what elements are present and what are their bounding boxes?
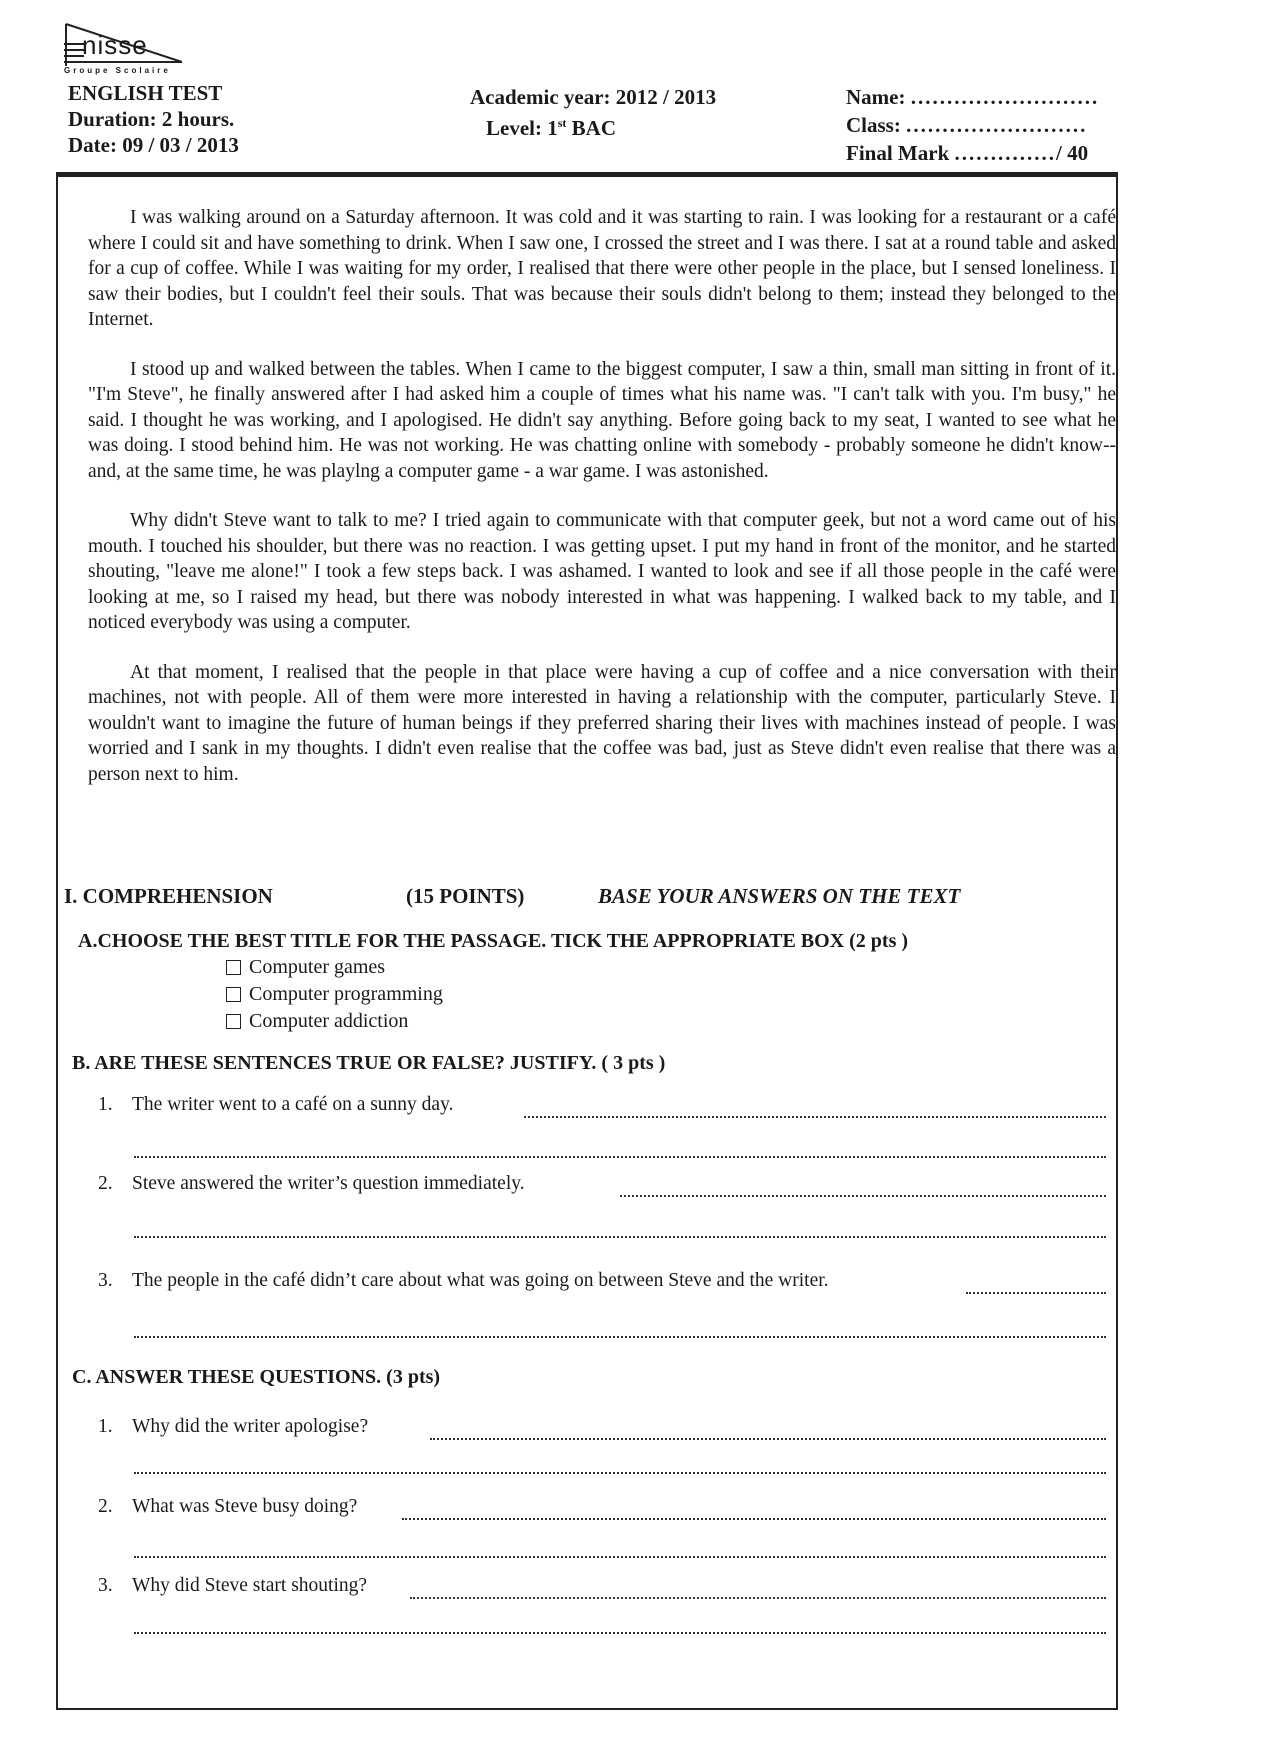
checkbox-icon[interactable] — [226, 960, 241, 975]
answer-line[interactable] — [134, 1556, 1106, 1558]
class-line: Class: ......................... — [846, 113, 1088, 137]
section-title: I. COMPREHENSION — [64, 884, 273, 908]
school-logo — [62, 16, 212, 78]
name-label: Name: — [846, 85, 911, 109]
checkbox-icon[interactable] — [226, 987, 241, 1002]
logo-text: nisse — [82, 30, 148, 60]
reading-passage — [88, 205, 1116, 811]
answer-line[interactable] — [430, 1438, 1106, 1440]
part-b-item-2: 2. Steve answered the writer’s question immediately. — [98, 1173, 525, 1194]
academic-info — [470, 84, 716, 141]
passage-paragraph-4: At that moment, I realised that the people in that place were having a cup of coffee and a nice conversation with their machines, not with people. All of them were more interested in having a relationship with the computer, particularly Steve. I wouldn't want to imagine the future of human beings if they preferred sharing their lives with machines instead of people. I was worried and I sank in my thoughts. I didn't even realise that the coffee was bad, just as Steve didn't even realise that there was a person next to him. — [88, 661, 1116, 785]
part-b-item-3: 3. The people in the café didn’t care about what was going on between Steve and the writer. — [98, 1270, 829, 1291]
option-computer-games[interactable]: Computer games — [226, 954, 443, 981]
part-a-title: A.CHOOSE THE BEST TITLE FOR THE PASSAGE. TICK THE APPROPRIATE BOX (2 pts ) — [78, 930, 909, 952]
section-points: (15 POINTS) — [406, 884, 525, 908]
passage-paragraph-2: I stood up and walked between the tables. When I came to the biggest computer, I saw a thin, small man sitting in front of it. "I'm Steve", he finally answered after I had asked him a couple of times what his name was. "I can't talk with you. I'm busy," he said. I thought he was working, and I apologised. He didn't say anything. Before going back to my seat, I wanted to see what he was doing. I stood behind him. He was not working. He was chatting online with somebody - probably someone he didn't know--and, at the same time, he was playlng a computer game - a war game. I was astonished. — [88, 358, 1116, 482]
part-c-item-2: 2. What was Steve busy doing? — [98, 1496, 358, 1517]
option-computer-programming[interactable]: Computer programming — [226, 981, 443, 1008]
final-mark-total: / 40 — [1056, 141, 1089, 165]
answer-line[interactable] — [134, 1472, 1106, 1474]
part-c-item-1: 1. Why did the writer apologise? — [98, 1416, 369, 1437]
answer-line[interactable] — [134, 1156, 1106, 1158]
answer-line[interactable] — [620, 1195, 1106, 1197]
comprehension-heading — [64, 884, 961, 909]
checkbox-icon[interactable] — [226, 1014, 241, 1029]
level: Level: 1st BAC — [486, 116, 616, 140]
final-mark-label: Final Mark — [846, 141, 955, 165]
part-b-item-1: 1. The writer went to a café on a sunny day. — [98, 1094, 454, 1115]
class-label: Class: — [846, 113, 907, 137]
option-computer-addiction[interactable]: Computer addiction — [226, 1008, 443, 1035]
answer-line[interactable] — [402, 1518, 1106, 1520]
test-duration: Duration: 2 hours. — [68, 107, 235, 131]
answer-line[interactable] — [410, 1597, 1106, 1599]
answer-line[interactable] — [134, 1632, 1106, 1634]
answer-line[interactable] — [524, 1116, 1106, 1118]
answer-line[interactable] — [966, 1292, 1106, 1294]
test-info — [68, 80, 239, 158]
test-title: ENGLISH TEST — [68, 81, 223, 105]
answer-line[interactable] — [134, 1236, 1106, 1238]
final-mark-line: Final Mark ............../ 40 — [846, 141, 1089, 165]
student-info — [846, 84, 1099, 168]
name-line: Name: .......................... — [846, 85, 1100, 109]
part-c-item-3: 3. Why did Steve start shouting? — [98, 1575, 368, 1596]
academic-year: Academic year: 2012 / 2013 — [470, 85, 717, 109]
part-c-title: C. ANSWER THESE QUESTIONS. (3 pts) — [72, 1366, 441, 1388]
section-instruction: BASE YOUR ANSWERS ON THE TEXT — [598, 884, 961, 908]
test-date: Date: 09 / 03 / 2013 — [68, 133, 239, 157]
passage-paragraph-3: Why didn't Steve want to talk to me? I tried again to communicate with that computer geek, but not a word came out of his mouth. I touched his shoulder, but there was no reaction. I was getting upset. I put my hand in front of the monitor, and he started shouting, "leave me alone!" I took a few steps back. I was ashamed. I wanted to look and see if all those people in the café were looking at me, so I raised my head, but there was nobody interested in what was happening. I walked back to my table, and I noticed everybody was using a computer. — [88, 510, 1116, 633]
passage-paragraph-1: I was walking around on a Saturday afternoon. It was cold and it was starting to rain. I was looking for a restaurant or a café where I could sit and have something to drink. When I saw one, I crossed the street and I was there. I sat at a round table and asked for a cup of coffee. While I was waiting for my order, I realised that there were other people in the place, but I sensed loneliness. I saw their bodies, but I couldn't feel their souls. That was because their souls didn't belong to them; instead they belonged to the Internet. — [88, 207, 1116, 330]
answer-line[interactable] — [134, 1336, 1106, 1338]
part-b-title: B. ARE THESE SENTENCES TRUE OR FALSE? JUSTIFY. ( 3 pts ) — [72, 1052, 666, 1074]
part-a-options — [226, 954, 443, 1035]
logo-subtext: Groupe Scolaire — [64, 66, 171, 75]
